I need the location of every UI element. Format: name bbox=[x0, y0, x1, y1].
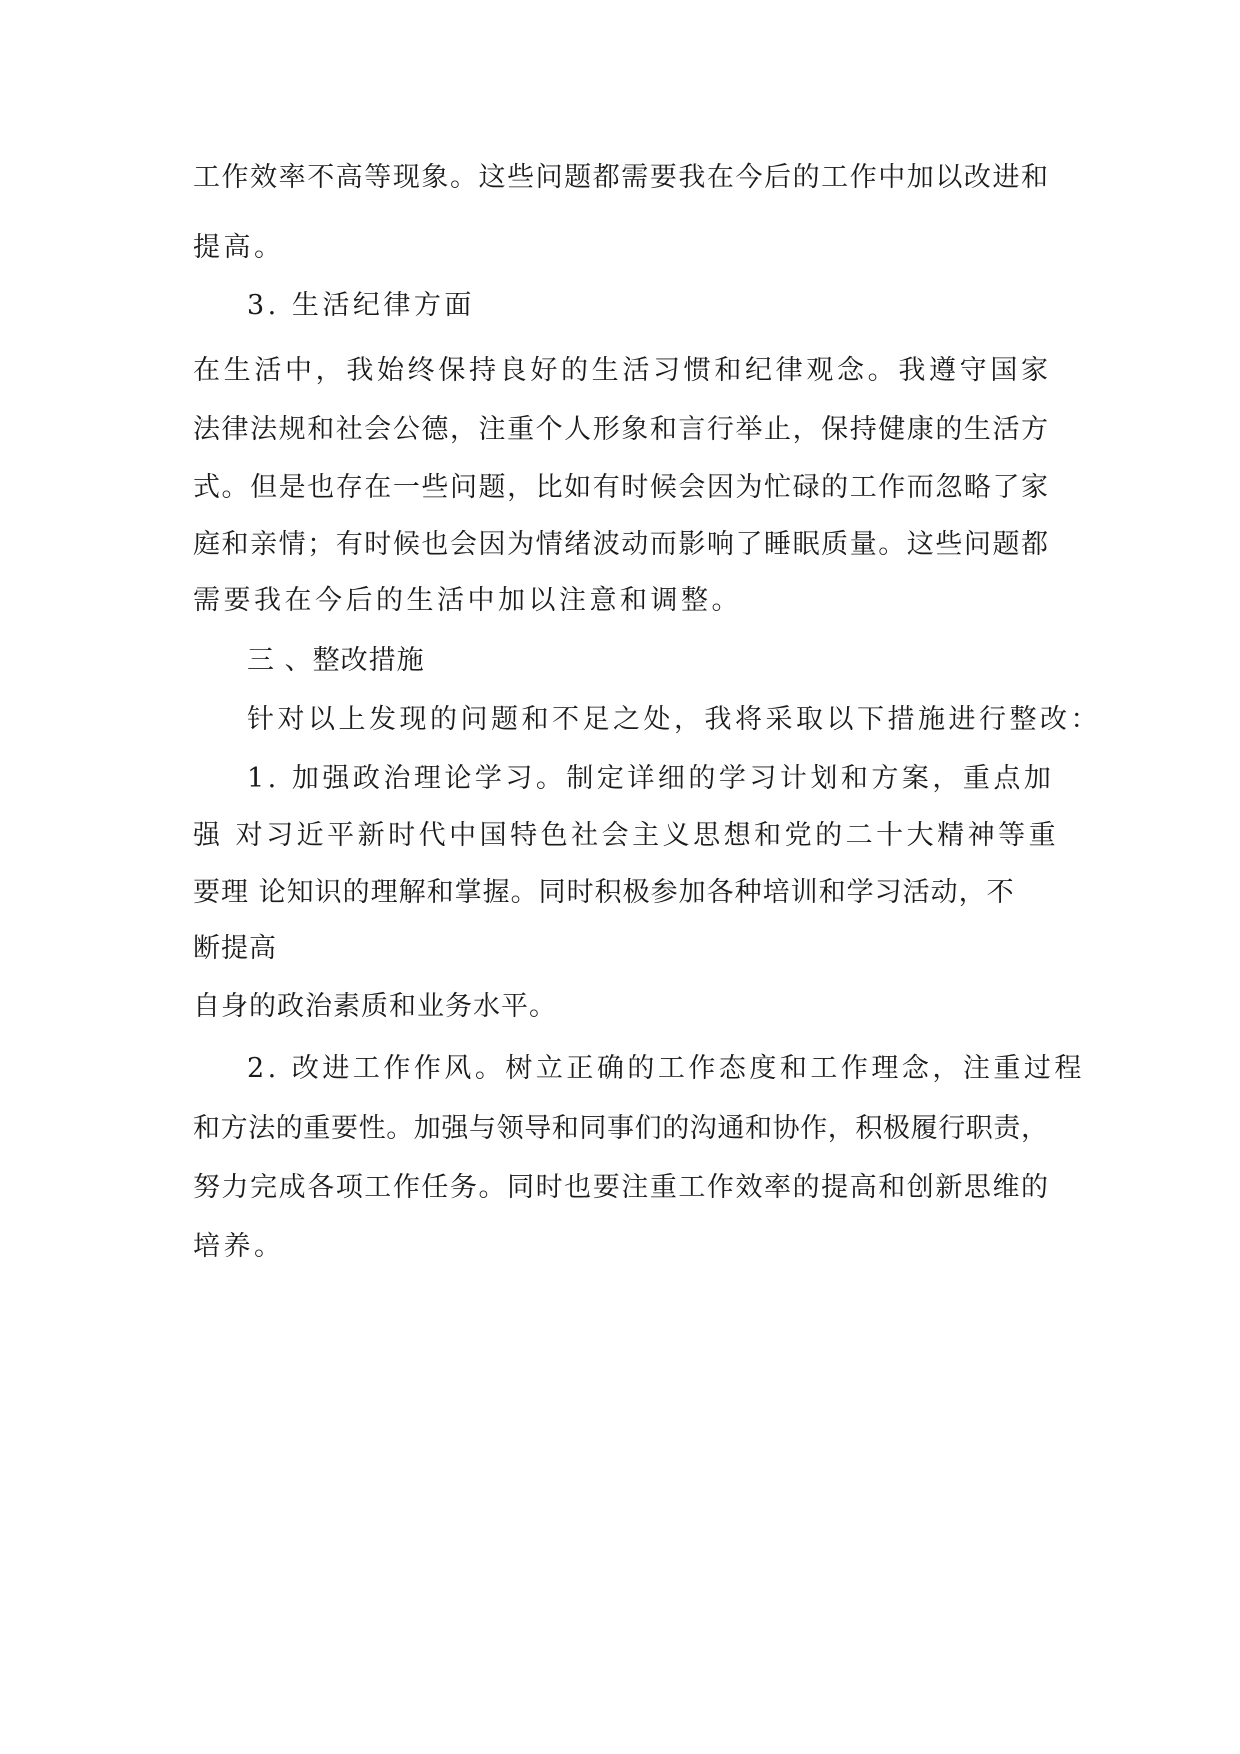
list-item-line: 自身的政治素质和业务水平。 bbox=[193, 991, 557, 1022]
section-heading: 三 、整改措施 bbox=[247, 645, 425, 676]
paragraph-line: 式。但是也存在一些问题，比如有时候会因为忙碌的工作而忽略了家 bbox=[193, 472, 1048, 503]
paragraph-line: 提高。 bbox=[193, 232, 285, 263]
list-item-line: 要理 论知识的理解和掌握。同时积极参加各种培训和学习活动，不 bbox=[193, 877, 1015, 908]
paragraph-line: 针对以上发现的问题和不足之处，我将采取以下措施进行整改： bbox=[247, 704, 1101, 735]
list-item-line: 强 对习近平新时代中国特色社会主义思想和党的二十大精神等重 bbox=[193, 820, 1060, 851]
list-item-line: 1. 加强政治理论学习。制定详细的学习计划和方案，重点加 bbox=[247, 763, 1055, 794]
list-item-line: 努力完成各项工作任务。同时也要注重工作效率的提高和创新思维的 bbox=[193, 1172, 1048, 1203]
paragraph-line: 庭和亲情；有时候也会因为情绪波动而影响了睡眠质量。这些问题都 bbox=[193, 529, 1048, 560]
section-heading: 3. 生活纪律方面 bbox=[247, 290, 475, 321]
list-item-line: 2. 改进工作作风。树立正确的工作态度和工作理念，注重过程 bbox=[247, 1053, 1085, 1084]
paragraph-line: 法律法规和社会公德，注重个人形象和言行举止，保持健康的生活方 bbox=[193, 414, 1048, 445]
paragraph-line: 需要我在今后的生活中加以注意和调整。 bbox=[193, 585, 742, 616]
list-item-line: 培养。 bbox=[193, 1231, 285, 1262]
paragraph-line: 在生活中，我始终保持良好的生活习惯和纪律观念。我遵守国家 bbox=[193, 355, 1048, 386]
list-item-line: 和方法的重要性。加强与领导和同事们的沟通和协作，积极履行职责， bbox=[193, 1113, 1048, 1144]
paragraph-line: 工作效率不高等现象。这些问题都需要我在今后的工作中加以改进和 bbox=[193, 162, 1048, 193]
list-item-line: 断提高 bbox=[193, 933, 277, 964]
